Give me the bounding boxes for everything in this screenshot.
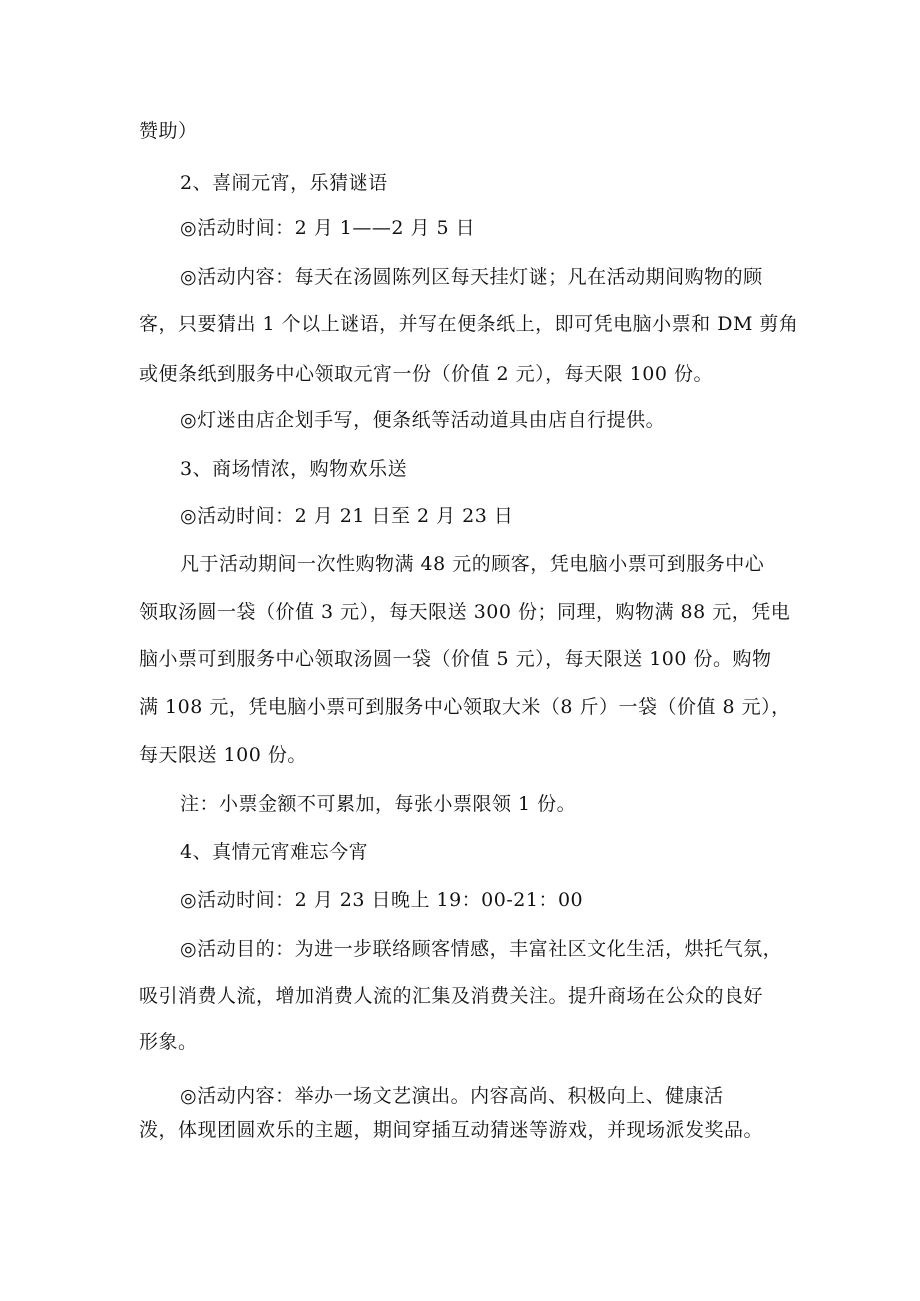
paragraph-line: 脑小票可到服务中心领取汤圆一袋（价值 5 元），每天限送 100 份。购物 [139, 648, 772, 670]
paragraph-line: 领取汤圆一袋（价值 3 元），每天限送 300 份；同理，购物满 88 元，凭电 [139, 601, 791, 623]
activity-time-line: ◎活动时间：2 月 1——2 月 5 日 [180, 217, 476, 239]
section-heading-3: 3、商场情浓，购物欢乐送 [180, 458, 408, 480]
paragraph-line-continuation: 赞助） [139, 120, 198, 142]
activity-purpose-line: 形象。 [139, 1031, 198, 1053]
note-line: 注：小票金额不可累加，每张小票限领 1 份。 [180, 793, 577, 815]
activity-content-line: 或便条纸到服务中心领取元宵一份（价值 2 元），每天限 100 份。 [139, 363, 714, 385]
note-line: ◎灯迷由店企划手写，便条纸等活动道具由店自行提供。 [180, 409, 666, 431]
activity-purpose-line: ◎活动目的：为进一步联络顾客情感，丰富社区文化生活，烘托气氛， [180, 938, 783, 960]
paragraph-line: 每天限送 100 份。 [139, 744, 307, 766]
section-heading-4: 4、真情元宵难忘今宵 [180, 841, 369, 863]
activity-content-line: 泼，体现团圆欢乐的主题，期间穿插互动猜迷等游戏，并现场派发奖品。 [139, 1119, 764, 1141]
activity-purpose-line: 吸引消费人流，增加消费人流的汇集及消费关注。提升商场在公众的良好 [139, 985, 764, 1007]
section-heading-2: 2、喜闹元宵，乐猜谜语 [180, 172, 388, 194]
activity-time-line: ◎活动时间：2 月 23 日晚上 19：00-21：00 [180, 889, 584, 911]
activity-content-line: ◎活动内容：举办一场文艺演出。内容高尚、积极向上、健康活 [180, 1085, 724, 1107]
paragraph-line: 凡于活动期间一次性购物满 48 元的顾客，凭电脑小票可到服务中心 [180, 553, 765, 575]
activity-content-line: ◎活动内容：每天在汤圆陈列区每天挂灯谜；凡在活动期间购物的顾 [180, 266, 763, 288]
activity-content-line: 客，只要猜出 1 个以上谜语，并写在便条纸上，即可凭电脑小票和 DM 剪角 [139, 313, 799, 335]
activity-time-line: ◎活动时间：2 月 21 日至 2 月 23 日 [180, 505, 514, 527]
paragraph-line: 满 108 元，凭电脑小票可到服务中心领取大米（8 斤）一袋（价值 8 元）， [139, 696, 791, 718]
